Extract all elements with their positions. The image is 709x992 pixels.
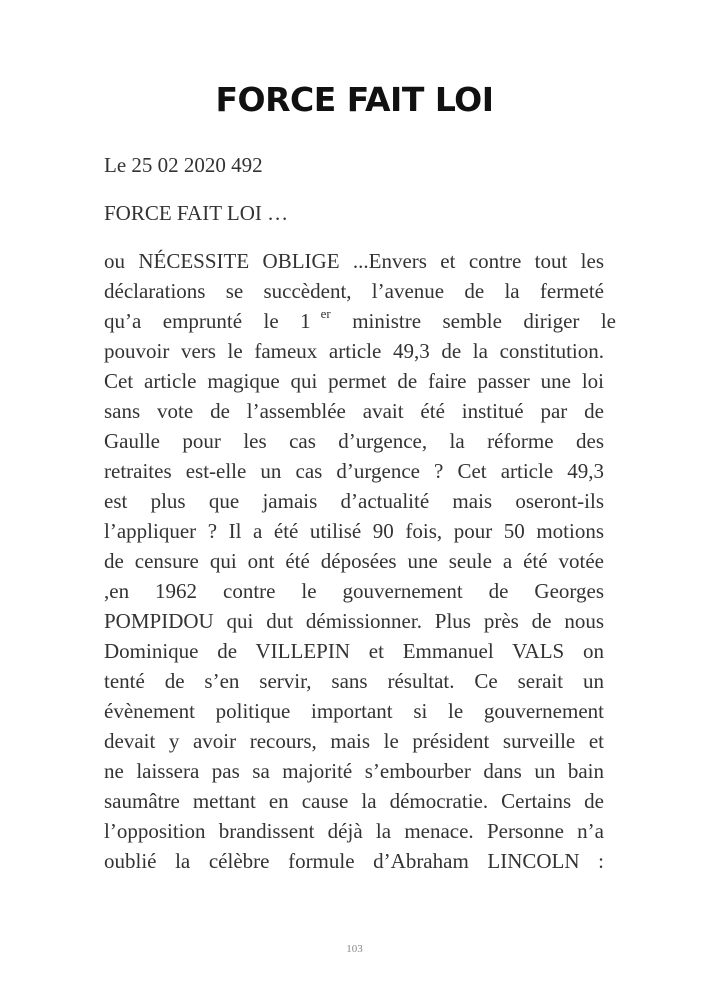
text-line: Cet article magique qui permet de faire passer une loi [104, 369, 604, 393]
line-part: ministre semble diriger le [352, 309, 616, 333]
page-number: 103 [346, 943, 363, 955]
text-line: pouvoir vers le fameux article 49,3 de la constitution. [104, 339, 604, 363]
text-line: ne laissera pas sa majorité s’embourber dans un bain [104, 759, 604, 783]
text-line: saumâtre mettant en cause la démocratie. Certains de [104, 789, 604, 813]
text-line: de censure qui ont été déposées une seule a été votée [104, 549, 604, 573]
text-line: l’opposition brandissent déjà la menace. Personne n’a [104, 819, 604, 843]
text-line: retraites est-elle un cas d’urgence ? Cet article 49,3 [104, 459, 604, 483]
text-line: POMPIDOU qui dut démissionner. Plus près de nous [104, 609, 604, 633]
text-line: oublié la célèbre formule d’Abraham LINCOLN : [104, 849, 604, 873]
text-line: sans vote de l’assemblée avait été institué par de [104, 399, 604, 423]
text-line: devait y avoir recours, mais le président surveille et [104, 729, 604, 753]
text-line: tenté de s’en servir, sans résultat. Ce serait un [104, 669, 604, 693]
page-title: FORCE FAIT LOI [215, 80, 494, 119]
text-line: Gaulle pour les cas d’urgence, la réforme des [104, 429, 604, 453]
text-line: ou NÉCESSITE OBLIGE ...Envers et contre tout les [104, 249, 604, 273]
text-line: l’appliquer ? Il a été utilisé 90 fois, pour 50 motions [104, 519, 604, 543]
text-line: Dominique de VILLEPIN et Emmanuel VALS on [104, 639, 604, 663]
text-line: déclarations se succèdent, l’avenue de la fermeté [104, 279, 604, 303]
text-line [104, 306, 616, 336]
body-text [104, 246, 616, 876]
text-line: ,en 1962 contre le gouvernement de Georges [104, 579, 604, 603]
date-line: Le 25 02 2020 492 [104, 153, 263, 177]
superscript: er [320, 306, 331, 321]
text-line: est plus que jamais d’actualité mais oseront-ils [104, 489, 604, 513]
text-line: évènement politique important si le gouvernement [104, 699, 604, 723]
line-part: qu’a emprunté le 1 [104, 309, 311, 333]
subtitle: FORCE FAIT LOI … [104, 201, 289, 225]
